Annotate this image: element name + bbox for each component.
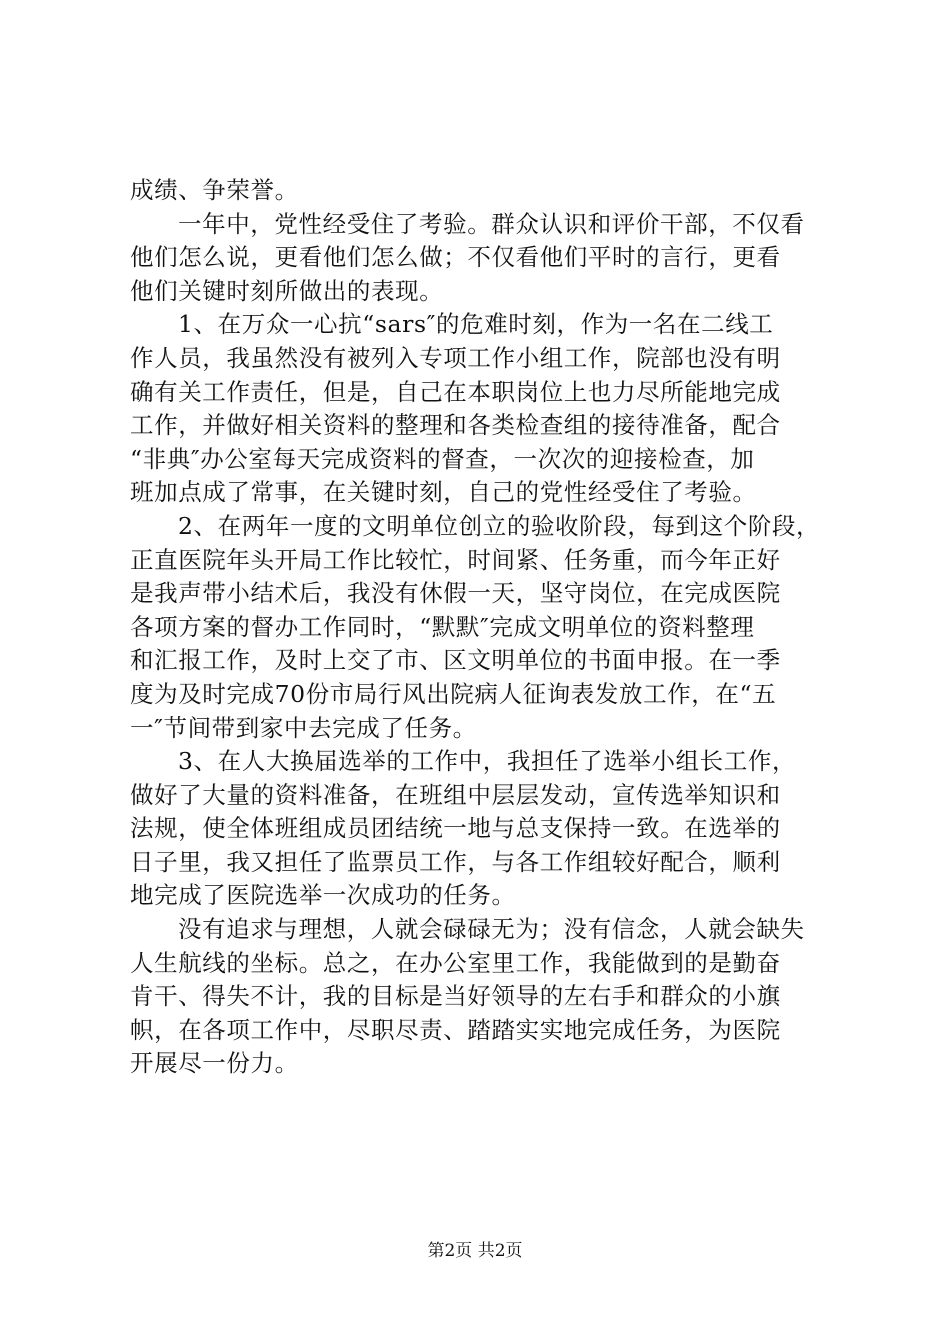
text-line: 2、在两年一度的文明单位创立的验收阶段，每到这个阶段， — [178, 511, 821, 540]
text-line: 工作，并做好相关资料的整理和各类检查组的接待准备，配合 — [130, 411, 781, 440]
text-line: 3、在人大换届选举的工作中，我担任了选举小组长工作， — [178, 747, 797, 776]
text-line: 度为及时完成70份市局行风出院病人征询表发放工作，在“五 — [130, 679, 777, 708]
text-line: 成绩、争荣誉。 — [130, 176, 299, 204]
text-line: 一″节间带到家中去完成了任务。 — [130, 713, 477, 742]
text-line: 确有关工作责任，但是，自己在本职岗位上也力尽所能地完成 — [130, 377, 781, 406]
text-line: 日子里，我又担任了监票员工作，与各工作组较好配合，顺利 — [130, 847, 781, 876]
text-line: 1、在万众一心抗“sars″的危难时刻，作为一名在二线工 — [178, 310, 774, 339]
text-line: 帜，在各项工作中，尽职尽责、踏踏实实地完成任务，为医院 — [130, 1015, 781, 1044]
page-number-footer: 第2页 共2页 — [427, 1241, 523, 1261]
text-line: “非典″办公室每天完成资料的督查，一次次的迎接检查，加 — [130, 444, 755, 473]
text-line: 人生航线的坐标。总之，在办公室里工作，我能做到的是勤奋 — [130, 948, 781, 977]
text-line: 作人员，我虽然没有被列入专项工作小组工作，院部也没有明 — [130, 343, 781, 372]
text-line: 地完成了医院选举一次成功的任务。 — [130, 881, 516, 910]
text-line: 是我声带小结术后，我没有休假一天，坚守岗位，在完成医院 — [130, 579, 781, 608]
text-line: 没有追求与理想，人就会碌碌无为；没有信念，人就会缺失 — [178, 915, 805, 944]
text-line: 他们关键时刻所做出的表现。 — [130, 276, 444, 305]
text-line: 开展尽一份力。 — [130, 1049, 299, 1078]
text-line: 法规，使全体班组成员团结统一地与总支保持一致。在选举的 — [130, 814, 781, 843]
text-line: 一年中，党性经受住了考验。群众认识和评价干部，不仅看 — [178, 209, 805, 238]
text-line: 班加点成了常事，在关键时刻，自己的党性经受住了考验。 — [130, 478, 757, 507]
document-body — [130, 174, 835, 1081]
text-line: 肯干、得失不计，我的目标是当好领导的左右手和群众的小旗 — [130, 982, 781, 1011]
text-line: 各项方案的督办工作同时，“默默″完成文明单位的资料整理 — [130, 612, 755, 641]
text-line: 做好了大量的资料准备，在班组中层层发动，宣传选举知识和 — [130, 780, 781, 809]
text-line: 和汇报工作，及时上交了市、区文明单位的书面申报。在一季 — [130, 646, 781, 675]
text-line: 正直医院年头开局工作比较忙，时间紧、任务重，而今年正好 — [130, 545, 781, 574]
text-line: 他们怎么说，更看他们怎么做；不仅看他们平时的言行，更看 — [130, 243, 781, 272]
